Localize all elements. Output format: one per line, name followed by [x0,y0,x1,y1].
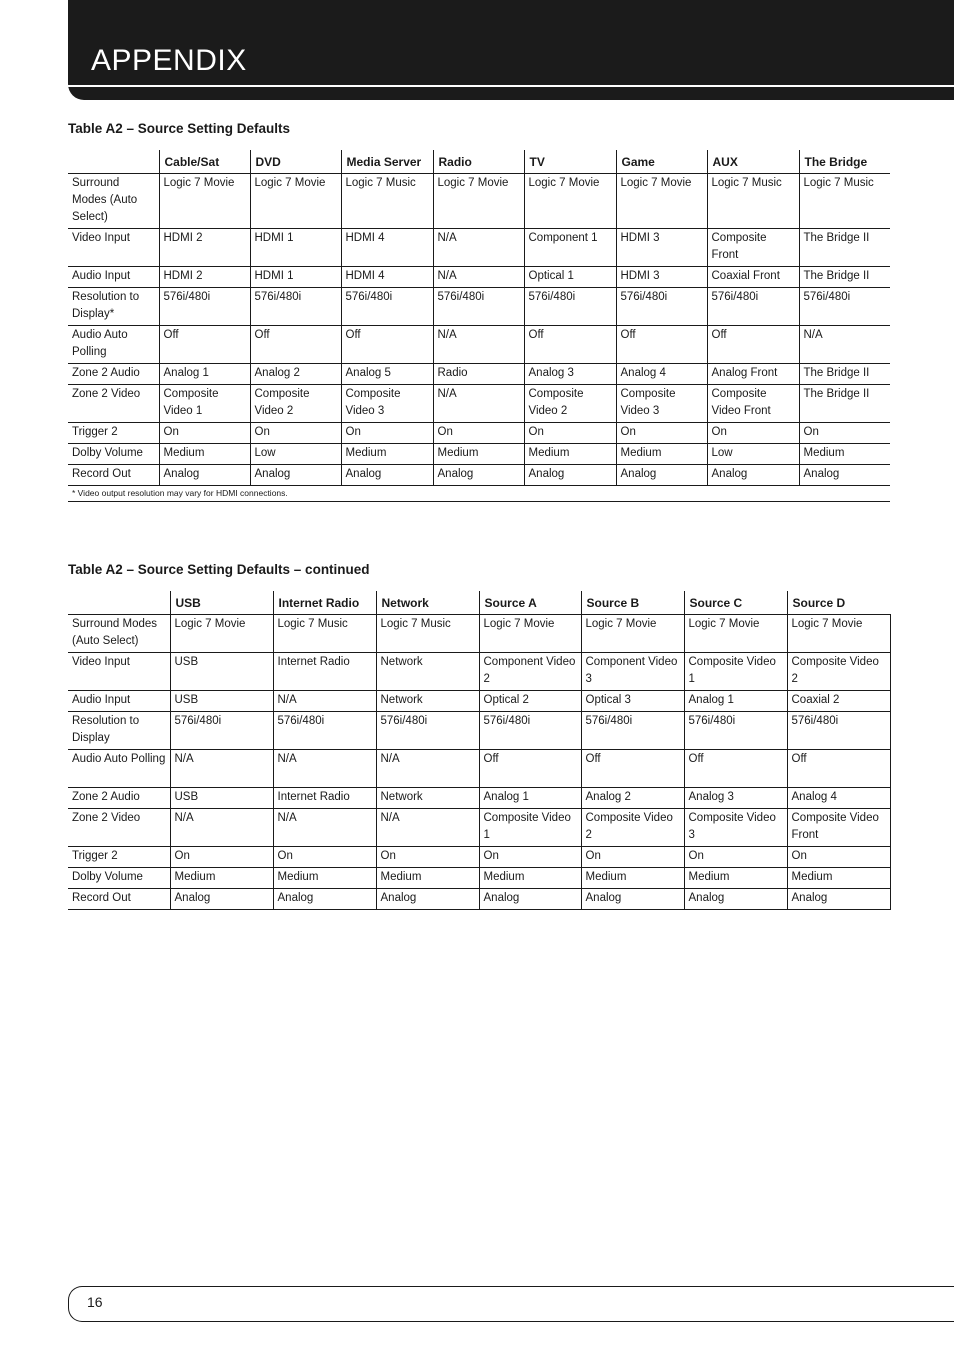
table-cell: Off [524,326,616,364]
table-cell: Composite Video 3 [684,809,787,847]
table-cell: Analog [787,889,890,910]
table-row [68,385,890,423]
table-cell: 576i/480i [250,288,341,326]
table-cell: On [524,423,616,444]
table-cell: Off [159,326,250,364]
table-header-row [68,591,890,615]
table-cell: Composite Video 2 [787,653,890,691]
header-divider [68,85,954,87]
table-cell: Composite Video 2 [581,809,684,847]
table-row [68,174,890,229]
table-cell: Analog 4 [616,364,707,385]
table-cell: N/A [433,267,524,288]
table-cell: 576i/480i [341,288,433,326]
table-cell: Internet Radio [273,653,376,691]
table-cell: Analog 2 [250,364,341,385]
table-cell: Analog 1 [159,364,250,385]
table-cell: HDMI 1 [250,267,341,288]
table-cell: On [170,847,273,868]
table-cell: Medium [341,444,433,465]
table-cell: Analog [581,889,684,910]
table-cell: Analog 1 [684,691,787,712]
table-cell: N/A [273,691,376,712]
table-cell: Logic 7 Music [273,615,376,653]
footnote-row [68,486,890,502]
table-cell: Composite Video 1 [479,809,581,847]
table-cell: Medium [524,444,616,465]
table-cell: N/A [273,750,376,788]
column-header: Network [376,591,479,615]
table-cell: On [581,847,684,868]
table-cell: Low [707,444,799,465]
column-header [68,150,159,174]
row-label: Dolby Volume [68,868,170,889]
table-cell: HDMI 2 [159,267,250,288]
table-cell: Logic 7 Music [799,174,890,229]
row-label: Dolby Volume [68,444,159,465]
table-cell: Off [341,326,433,364]
column-header: Cable/Sat [159,150,250,174]
table-cell: Internet Radio [273,788,376,809]
table2-title: Table A2 – Source Setting Defaults – continued [68,562,370,577]
table-cell: Medium [170,868,273,889]
table-cell: Analog [170,889,273,910]
table-cell: The Bridge II [799,229,890,267]
table-cell: USB [170,653,273,691]
table-cell: On [707,423,799,444]
table-cell: Low [250,444,341,465]
table-cell: Component 1 [524,229,616,267]
table-cell: 576i/480i [433,288,524,326]
table-cell: N/A [433,229,524,267]
table-cell: Logic 7 Music [341,174,433,229]
table-row [68,712,890,750]
table-cell: HDMI 3 [616,229,707,267]
table-cell: N/A [376,750,479,788]
page-title: APPENDIX [91,44,247,77]
column-header [68,591,170,615]
table-cell: Analog [433,465,524,486]
row-label: Surround Modes (Auto Select) [68,174,159,229]
row-label: Record Out [68,889,170,910]
table-cell: 576i/480i [159,288,250,326]
table-cell: Medium [273,868,376,889]
table-cell: On [273,847,376,868]
table-cell: Analog 5 [341,364,433,385]
column-header: Media Server [341,150,433,174]
table-cell: Analog 4 [787,788,890,809]
table-cell: N/A [170,809,273,847]
table-cell: Logic 7 Movie [479,615,581,653]
table-cell: Logic 7 Movie [159,174,250,229]
row-label: Resolution to Display [68,712,170,750]
table-cell: Composite Video 2 [524,385,616,423]
table-cell: Optical 2 [479,691,581,712]
table-cell: Logic 7 Movie [433,174,524,229]
table-cell: Logic 7 Movie [524,174,616,229]
row-label: Audio Input [68,691,170,712]
column-header: DVD [250,150,341,174]
table-cell: 576i/480i [273,712,376,750]
table-cell: Optical 1 [524,267,616,288]
table-cell: Logic 7 Movie [250,174,341,229]
table-cell: Analog [799,465,890,486]
table-cell: On [616,423,707,444]
table-cell: Medium [479,868,581,889]
column-header: USB [170,591,273,615]
table-cell: 576i/480i [684,712,787,750]
table-cell: On [799,423,890,444]
row-label: Video Input [68,653,170,691]
table-cell: Medium [616,444,707,465]
column-header: TV [524,150,616,174]
row-label: Zone 2 Video [68,809,170,847]
row-label: Audio Auto Polling [68,326,159,364]
table-cell: Analog [341,465,433,486]
table-cell: On [159,423,250,444]
table-row [68,809,890,847]
table-cell: On [787,847,890,868]
table-cell: Analog 3 [684,788,787,809]
table-row [68,889,890,910]
table-cell: Off [787,750,890,788]
table-cell: The Bridge II [799,385,890,423]
row-label: Resolution to Display* [68,288,159,326]
table-cell: Medium [684,868,787,889]
table-cell: HDMI 4 [341,267,433,288]
table-cell: The Bridge II [799,364,890,385]
table-cell: Medium [159,444,250,465]
table-row [68,267,890,288]
table-row [68,788,890,809]
table-row [68,868,890,889]
row-label: Zone 2 Video [68,385,159,423]
table-cell: Composite Video 3 [616,385,707,423]
table-cell: Component Video 2 [479,653,581,691]
table-cell: Component Video 3 [581,653,684,691]
table-cell: Medium [787,868,890,889]
table-cell: On [433,423,524,444]
table-cell: Off [707,326,799,364]
table-cell: Logic 7 Music [376,615,479,653]
column-header: The Bridge [799,150,890,174]
table-cell: Off [581,750,684,788]
table-cell: 576i/480i [799,288,890,326]
table-cell: HDMI 4 [341,229,433,267]
table-cell: Off [250,326,341,364]
table-cell: Logic 7 Movie [170,615,273,653]
table-row [68,364,890,385]
row-label: Record Out [68,465,159,486]
table-cell: Analog [159,465,250,486]
row-label: Zone 2 Audio [68,364,159,385]
table-cell: Logic 7 Music [707,174,799,229]
table-cell: N/A [433,326,524,364]
table-cell: Composite Front [707,229,799,267]
table-cell: N/A [799,326,890,364]
row-label: Trigger 2 [68,423,159,444]
table-cell: Analog [273,889,376,910]
row-label: Audio Input [68,267,159,288]
table-cell: Off [479,750,581,788]
table-cell: USB [170,788,273,809]
table-row [68,653,890,691]
page-number: 16 [87,1294,103,1310]
table-cell: Off [616,326,707,364]
table-cell: Analog [479,889,581,910]
table-cell: Composite Video Front [707,385,799,423]
table-cell: Analog 2 [581,788,684,809]
table-cell: 576i/480i [787,712,890,750]
table-cell: Composite Video 3 [341,385,433,423]
table-cell: HDMI 2 [159,229,250,267]
table-row [68,691,890,712]
table-cell: Coaxial Front [707,267,799,288]
table-cell: 576i/480i [707,288,799,326]
table-cell: N/A [376,809,479,847]
table-cell: Composite Video 1 [684,653,787,691]
table-cell: Medium [376,868,479,889]
table-cell: 576i/480i [616,288,707,326]
table-cell: HDMI 3 [616,267,707,288]
table-row [68,288,890,326]
source-defaults-continued-table [68,591,891,910]
table-cell: Radio [433,364,524,385]
column-header: Game [616,150,707,174]
table-cell: On [684,847,787,868]
table-cell: Analog Front [707,364,799,385]
table-row [68,615,890,653]
table-header-row [68,150,890,174]
table-cell: Analog [376,889,479,910]
table-cell: N/A [273,809,376,847]
table-row [68,444,890,465]
table-cell: HDMI 1 [250,229,341,267]
table-row [68,750,890,788]
table-cell: Analog 3 [524,364,616,385]
column-header: Source C [684,591,787,615]
table-cell: Logic 7 Movie [684,615,787,653]
row-label: Audio Auto Polling [68,750,170,788]
table-cell: Analog [616,465,707,486]
table-cell: N/A [433,385,524,423]
column-header: Source D [787,591,890,615]
row-label: Trigger 2 [68,847,170,868]
table1-title: Table A2 – Source Setting Defaults [68,121,291,136]
table-cell: 576i/480i [376,712,479,750]
row-label: Surround Modes (Auto Select) [68,615,170,653]
row-label: Zone 2 Audio [68,788,170,809]
table-cell: Network [376,691,479,712]
table-cell: 576i/480i [170,712,273,750]
table-cell: Medium [581,868,684,889]
table-cell: Analog [250,465,341,486]
column-header: AUX [707,150,799,174]
table-cell: Composite Video 1 [159,385,250,423]
table-cell: Optical 3 [581,691,684,712]
table-cell: On [479,847,581,868]
table-row [68,847,890,868]
table-cell: Composite Video Front [787,809,890,847]
table-cell: Network [376,653,479,691]
table-cell: Logic 7 Movie [616,174,707,229]
table-cell: USB [170,691,273,712]
source-defaults-table [68,150,890,502]
table-cell: Analog [524,465,616,486]
page-header [68,0,954,100]
table-cell: On [250,423,341,444]
table-cell: Analog [684,889,787,910]
table-row [68,326,890,364]
table-cell: N/A [170,750,273,788]
table-cell: 576i/480i [581,712,684,750]
table-footnote: * Video output resolution may vary for HDMI connections. [68,486,890,502]
table-row [68,465,890,486]
table-cell: The Bridge II [799,267,890,288]
table-cell: Analog [707,465,799,486]
table-cell: Logic 7 Movie [581,615,684,653]
column-header: Source A [479,591,581,615]
table-cell: Composite Video 2 [250,385,341,423]
table-cell: Off [684,750,787,788]
table-cell: Coaxial 2 [787,691,890,712]
table-cell: 576i/480i [479,712,581,750]
page-footer [68,1286,954,1322]
table-cell: On [341,423,433,444]
column-header: Radio [433,150,524,174]
column-header: Source B [581,591,684,615]
table-cell: On [376,847,479,868]
table-cell: 576i/480i [524,288,616,326]
table-cell: Medium [799,444,890,465]
table-row [68,423,890,444]
table-cell: Logic 7 Movie [787,615,890,653]
table-cell: Network [376,788,479,809]
table-cell: Medium [433,444,524,465]
table-cell: Analog 1 [479,788,581,809]
table-row [68,229,890,267]
column-header: Internet Radio [273,591,376,615]
row-label: Video Input [68,229,159,267]
